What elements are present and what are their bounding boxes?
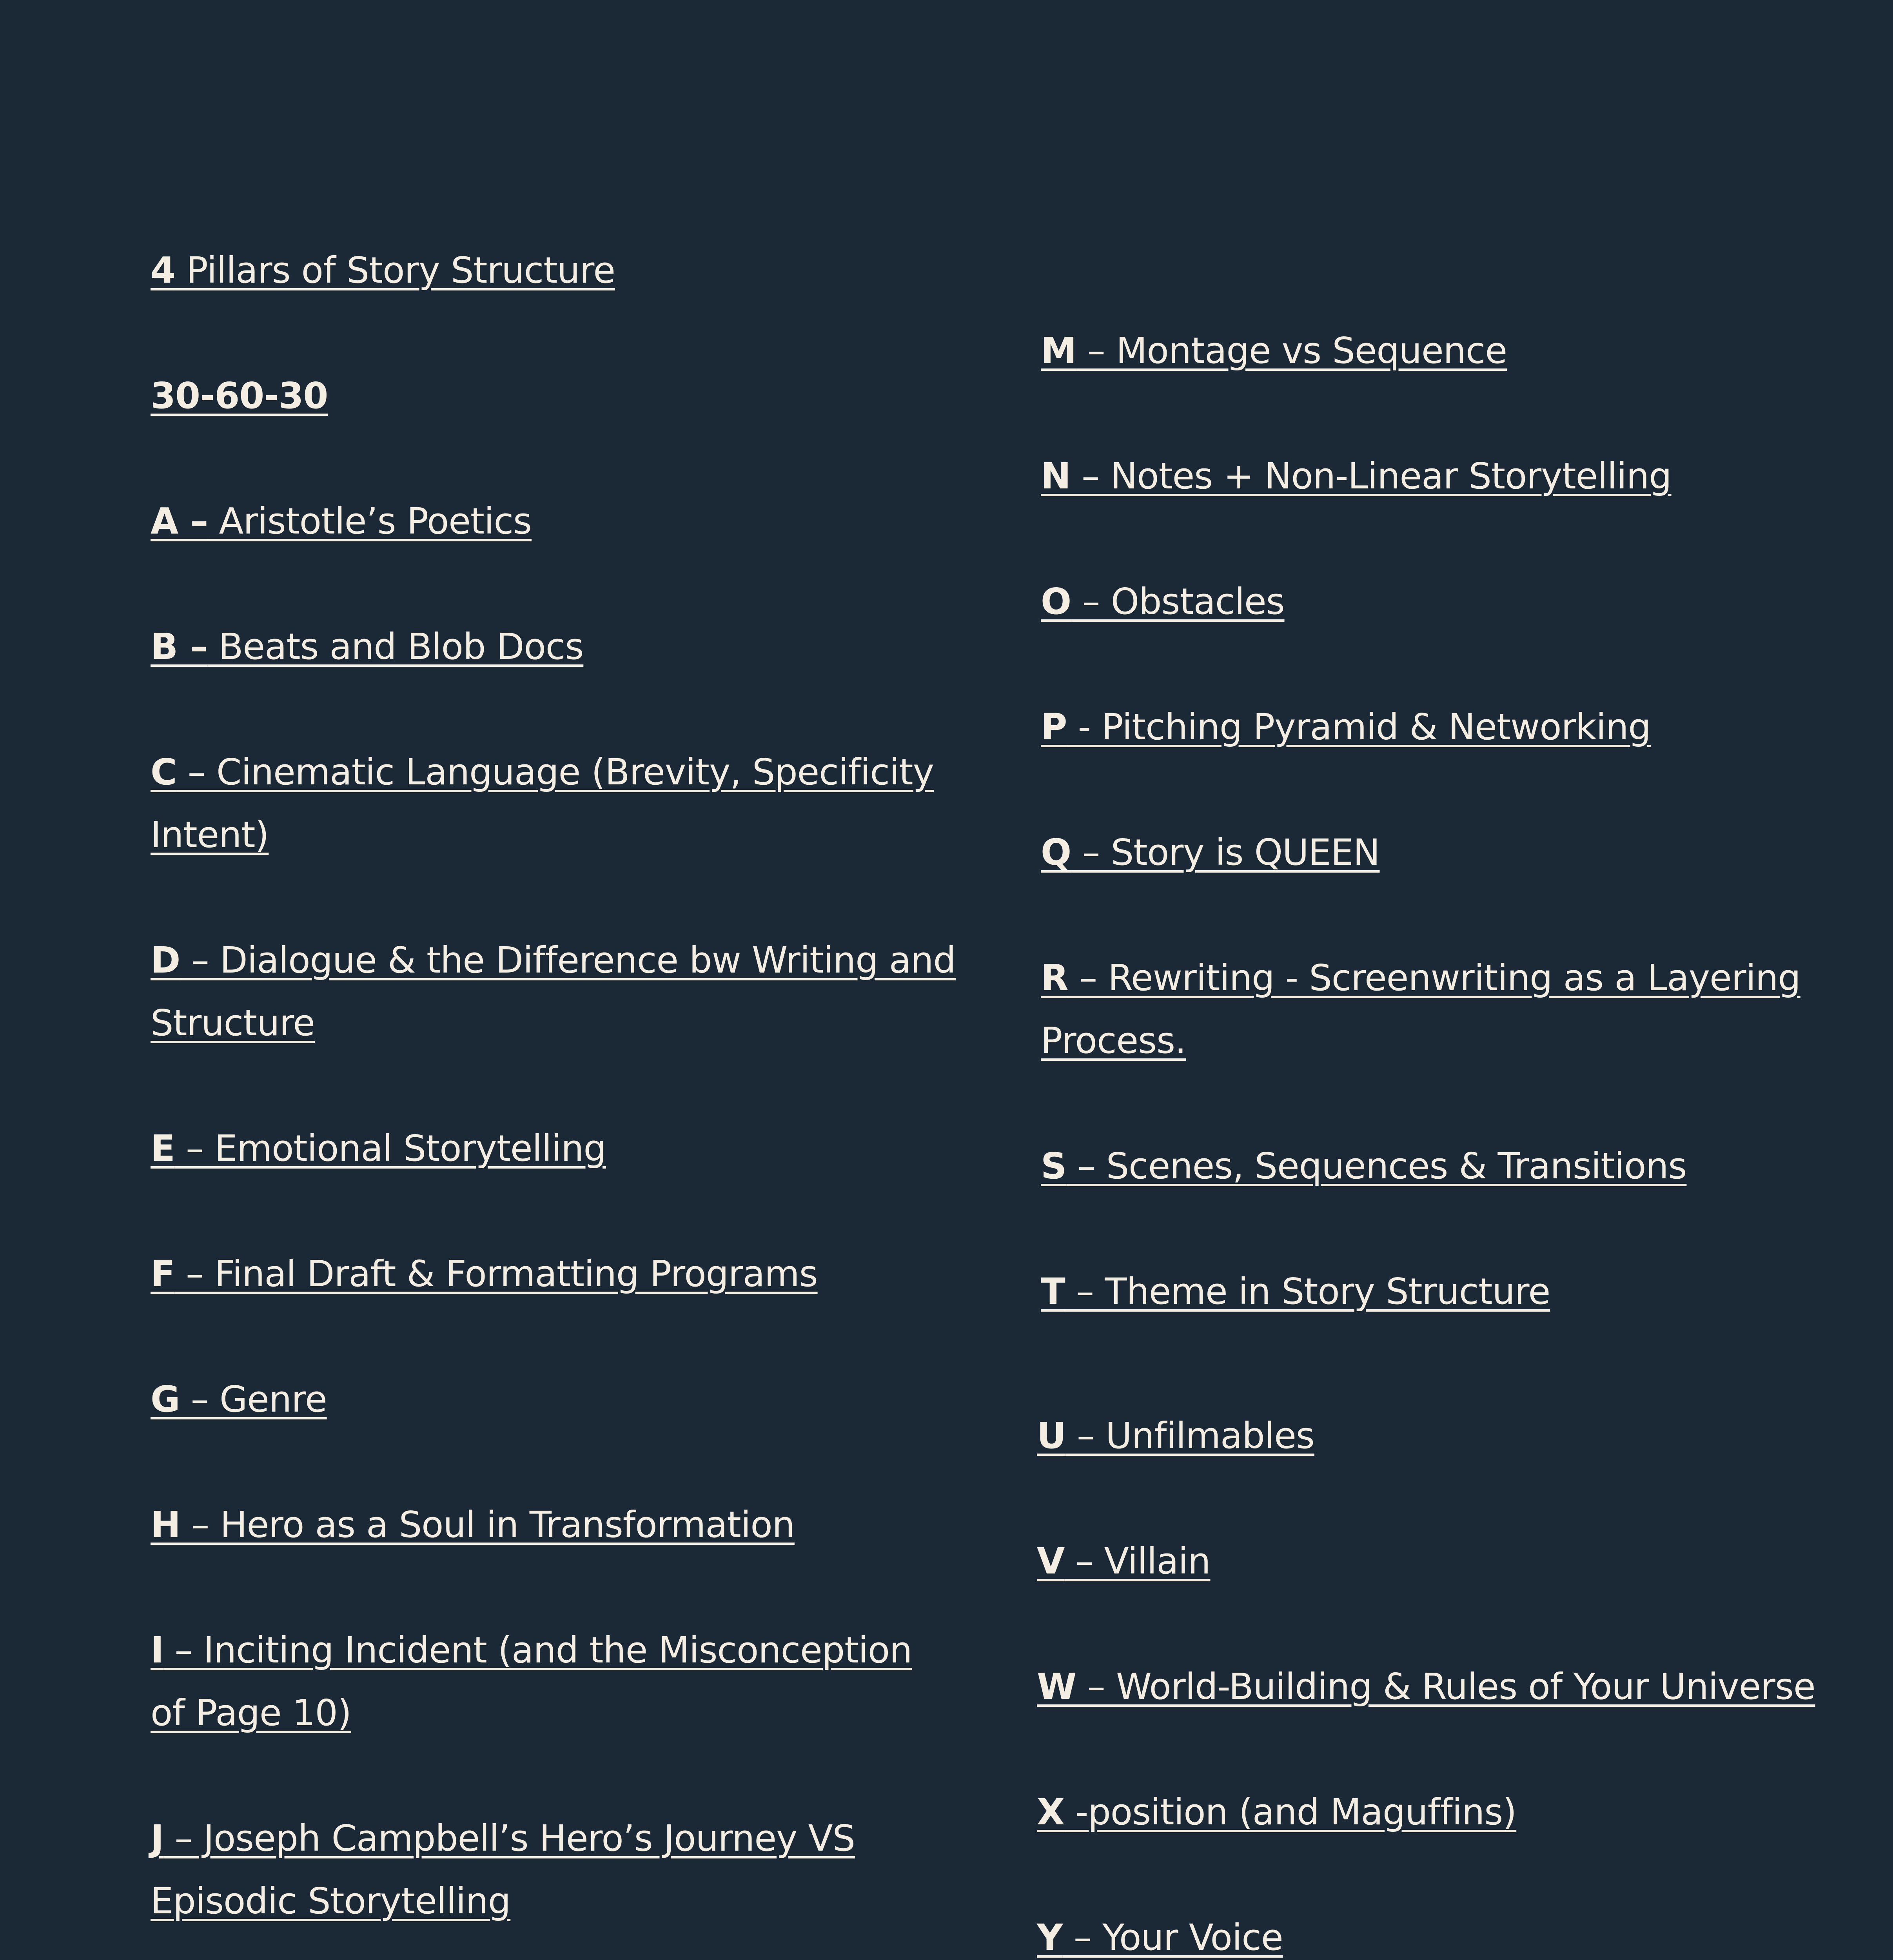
link-4-pillars[interactable] — [151, 239, 615, 302]
entry-text: - Pitching Pyramid & Networking — [1067, 706, 1651, 748]
entry-text: – Obstacles — [1071, 581, 1285, 622]
link-line[interactable] — [1041, 570, 1285, 633]
entry-letter: Y — [1037, 1916, 1063, 1958]
link-line[interactable] — [1041, 1135, 1686, 1198]
link-line[interactable] — [1037, 1530, 1211, 1593]
entry-letter: R — [1041, 957, 1068, 999]
entry-text: – Unfilmables — [1065, 1415, 1314, 1457]
entry-text: -position (and Maguffins) — [1064, 1791, 1517, 1833]
link-o[interactable] — [1041, 570, 1285, 633]
entry-text: Pillars of Story Structure — [175, 249, 615, 291]
link-line[interactable] — [1037, 1906, 1283, 1960]
entry-text: – Notes + Non-Linear Storytelling — [1071, 455, 1672, 497]
link-x[interactable] — [1037, 1781, 1516, 1844]
link-line-continued[interactable]: Intent) — [151, 814, 269, 856]
link-i[interactable] — [151, 1619, 912, 1744]
entry-text: – Rewriting - Screenwriting as a Layering — [1068, 957, 1800, 999]
entry-text: – Villain — [1064, 1540, 1211, 1582]
entry-letter: O — [1041, 581, 1071, 622]
link-b[interactable] — [151, 615, 583, 678]
entry-letter: A – — [151, 500, 208, 542]
entry-letter: X — [1037, 1791, 1064, 1833]
entry-letter: N — [1041, 455, 1071, 497]
link-line[interactable] — [151, 365, 328, 427]
entry-text: – Emotional Storytelling — [174, 1127, 606, 1169]
link-e[interactable] — [151, 1117, 606, 1180]
link-30-60-30[interactable] — [151, 365, 328, 427]
entry-letter: 4 — [151, 249, 176, 291]
link-h[interactable] — [151, 1494, 795, 1556]
link-line[interactable] — [151, 1243, 818, 1305]
entry-letter: E — [151, 1127, 175, 1169]
entry-text: – Inciting Incident (and the Misconception — [163, 1629, 912, 1671]
entry-text: – Scenes, Sequences & Transitions — [1066, 1145, 1687, 1187]
link-line[interactable] — [151, 1619, 912, 1682]
link-s[interactable] — [1041, 1135, 1686, 1198]
link-line-continued[interactable]: Episodic Storytelling — [151, 1880, 511, 1922]
entry-text: Beats and Blob Docs — [207, 626, 584, 668]
link-t[interactable] — [1041, 1260, 1550, 1323]
entry-text: – Joseph Campbell’s Hero’s Journey VS — [163, 1817, 855, 1859]
link-f[interactable] — [151, 1243, 818, 1305]
link-d[interactable] — [151, 929, 956, 1054]
link-line[interactable] — [151, 239, 615, 302]
link-v[interactable] — [1037, 1530, 1211, 1593]
link-c[interactable] — [151, 741, 934, 866]
link-a[interactable] — [151, 490, 532, 553]
entry-letter: G — [151, 1378, 180, 1420]
link-j[interactable] — [151, 1807, 855, 1933]
link-line[interactable] — [1037, 1405, 1314, 1467]
link-n[interactable] — [1041, 445, 1672, 508]
link-line[interactable] — [1037, 1655, 1815, 1718]
entry-text: – Theme in Story Structure — [1065, 1270, 1550, 1312]
link-line-continued[interactable]: Process. — [1041, 1020, 1186, 1062]
entry-text: – Your Voice — [1062, 1916, 1283, 1958]
entry-letter: V — [1037, 1540, 1065, 1582]
entry-text: – Montage vs Sequence — [1076, 330, 1507, 372]
link-r[interactable] — [1041, 947, 1800, 1072]
link-line[interactable] — [1037, 1781, 1516, 1844]
entry-text: – Dialogue & the Difference bw Writing and — [180, 939, 956, 981]
link-line[interactable] — [1041, 821, 1380, 884]
link-line[interactable] — [1041, 445, 1672, 508]
entry-letter: F — [151, 1253, 175, 1295]
link-m[interactable] — [1041, 319, 1507, 382]
entry-text: – Hero as a Soul in Transformation — [180, 1504, 795, 1546]
entry-text: – World-Building & Rules of Your Universe — [1076, 1666, 1815, 1708]
link-g[interactable] — [151, 1368, 327, 1431]
entry-letter: Q — [1041, 831, 1071, 873]
link-line[interactable] — [1041, 1260, 1550, 1323]
entry-text: – Final Draft & Formatting Programs — [174, 1253, 818, 1295]
link-line[interactable] — [1041, 319, 1507, 382]
entry-letter: P — [1041, 706, 1067, 748]
entry-letter: J — [151, 1817, 164, 1859]
entry-text: – Cinematic Language (Brevity, Specificity — [176, 751, 934, 793]
link-line[interactable] — [151, 490, 532, 553]
entry-letter: H — [151, 1504, 180, 1546]
entry-letter: M — [1041, 330, 1076, 372]
link-line[interactable] — [151, 741, 934, 804]
link-line-continued[interactable]: Structure — [151, 1002, 315, 1044]
entry-letter: S — [1041, 1145, 1067, 1187]
link-line[interactable] — [1041, 696, 1651, 759]
link-line[interactable] — [151, 1494, 795, 1556]
link-line[interactable] — [151, 1807, 855, 1870]
link-p[interactable] — [1041, 696, 1651, 759]
entry-letter: T — [1041, 1270, 1065, 1312]
link-u[interactable] — [1037, 1405, 1314, 1467]
entry-letter: I — [151, 1629, 164, 1671]
entry-letter: 30-60-30 — [151, 375, 328, 417]
entry-text: Aristotle’s Poetics — [208, 500, 532, 542]
link-line[interactable] — [151, 929, 956, 992]
entry-text: – Genre — [180, 1378, 327, 1420]
link-line[interactable] — [151, 1117, 606, 1180]
entry-letter: W — [1037, 1666, 1076, 1708]
link-line[interactable] — [1041, 947, 1800, 1009]
entry-text: – Story is QUEEN — [1071, 831, 1380, 873]
link-line[interactable] — [151, 615, 583, 678]
link-line-continued[interactable]: of Page 10) — [151, 1692, 351, 1734]
link-q[interactable] — [1041, 821, 1380, 884]
entry-letter: C — [151, 751, 177, 793]
entry-letter: U — [1037, 1415, 1066, 1457]
link-line[interactable] — [151, 1368, 327, 1431]
entry-letter: D — [151, 939, 180, 981]
link-w[interactable] — [1037, 1655, 1815, 1718]
entry-letter: B – — [151, 626, 208, 668]
link-y[interactable] — [1037, 1906, 1283, 1960]
